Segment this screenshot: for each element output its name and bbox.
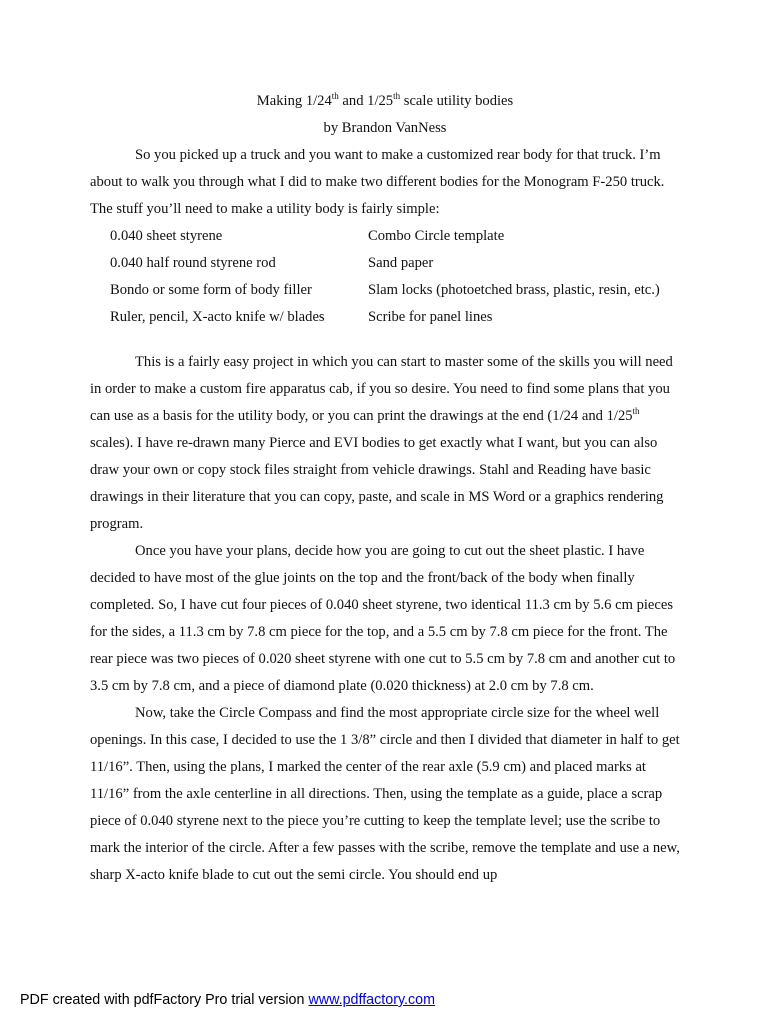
supply-item: Sand paper: [368, 255, 434, 271]
intro-paragraph: So you picked up a truck and you want to make a customized rear body for that truck. I’m about to walk you through what I did to make two different bodies for the Monogram F-250 truck. The stuff you’ll need to make a utility body is fairly simple:: [90, 147, 665, 217]
supply-item: Bondo or some form of body filler: [110, 282, 312, 298]
body-paragraph-1: [90, 349, 680, 538]
title-part1: Making 1/24: [256, 93, 332, 109]
supply-row: [90, 304, 680, 331]
supply-row: [90, 223, 680, 250]
footer-link[interactable]: www.pdffactory.com: [308, 992, 436, 1008]
supply-item: 0.040 half round styrene rod: [110, 255, 276, 271]
supply-row: [90, 250, 680, 277]
title-part3: scale utility bodies: [400, 93, 514, 109]
title-part2: and 1/25: [338, 93, 394, 109]
para1-text-b: scales). I have re-drawn many Pierce and EVI bodies to get exactly what I want, but you can also draw your own or copy stock files straight from vehicle drawings. Stahl and Reading have basic drawings in their literature that you can copy, paste, and scale in MS Word or a graphics rendering program.: [90, 435, 664, 532]
body-paragraph-2: Once you have your plans, decide how you are going to cut out the sheet plastic. I have decided to have most of the glue joints on the top and the front/back of the body when finally completed. So, I have cut four pieces of 0.040 sheet styrene, two identical 11.3 cm by 5.6 cm pieces for the sides, a 11.3 cm by 7.8 cm piece for the top, and a 5.5 cm by 7.8 cm piece for the front. The rear piece was two pieces of 0.020 sheet styrene with one cut to 5.5 cm by 7.8 cm and another cut to 3.5 cm by 7.8 cm, and a piece of diamond plate (0.020 thickness) at 2.0 cm by 7.8 cm.: [90, 543, 676, 694]
title-sup1: th: [331, 91, 339, 102]
document-title: [90, 88, 680, 115]
supply-list: [90, 223, 680, 331]
para1-sup: th: [632, 406, 640, 417]
body-paragraph-3: Now, take the Circle Compass and find the most appropriate circle size for the wheel well openings. In this case, I decided to use the 1 3/8” circle and then I divided that diameter in half to get 11/16”. Then, using the plans, I marked the center of the rear axle (5.9 cm) and placed marks at 11/16” from the axle centerline in all directions. Then, using the template as a guide, place a scrap piece of 0.040 styrene next to the piece you’re cutting to keep the template level; use the scribe to mark the interior of the circle. After a few passes with the scribe, remove the template and use a new, sharp X-acto knife blade to cut out the semi circle. You should end up: [90, 705, 680, 883]
supply-item: Scribe for panel lines: [368, 309, 493, 325]
supply-item: Ruler, pencil, X-acto knife w/ blades: [110, 309, 325, 325]
footer-text: PDF created with pdfFactory Pro trial version: [20, 992, 309, 1008]
document-page: [90, 88, 680, 889]
supply-item: Combo Circle template: [368, 228, 505, 244]
paragraph-spacer: [90, 331, 680, 349]
supply-item: Slam locks (photoetched brass, plastic, resin, etc.): [368, 282, 660, 298]
document-author: by Brandon VanNess: [323, 120, 447, 136]
supply-item: 0.040 sheet styrene: [110, 228, 223, 244]
supply-row: [90, 277, 680, 304]
para1-text-a: This is a fairly easy project in which you can start to master some of the skills you will need in order to make a custom fire apparatus cab, if you so desire. You need to find some plans that you can use as a basis for the utility body, or you can print the drawings at the end (1/24 and 1/25: [90, 354, 673, 424]
pdf-footer: [20, 992, 435, 1008]
title-sup2: th: [393, 91, 401, 102]
